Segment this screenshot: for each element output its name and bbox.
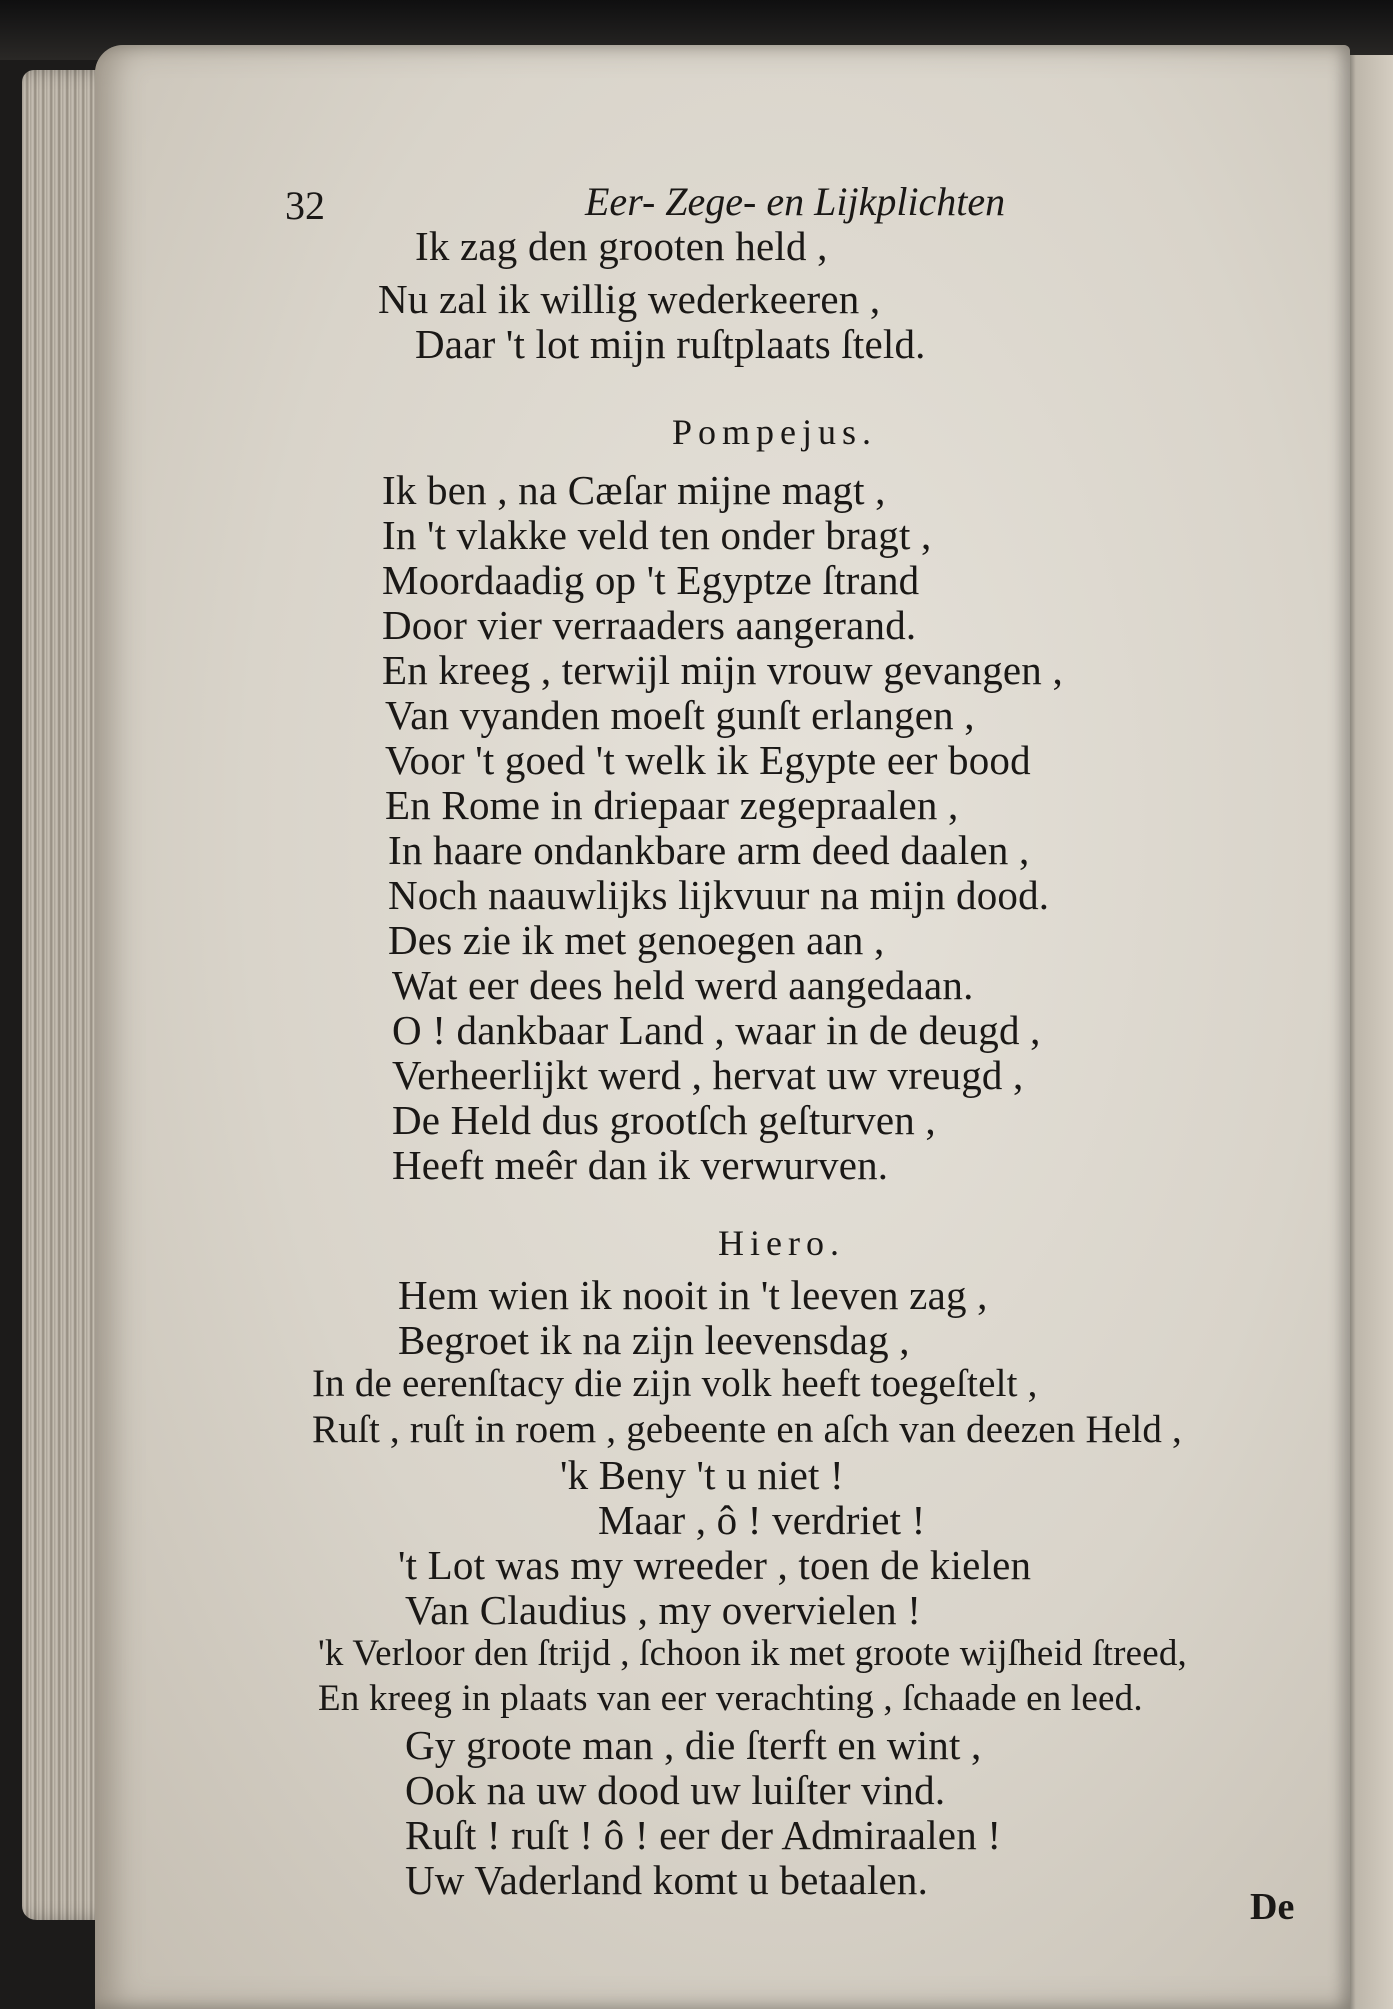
- verse-line: Moordaadig op 't Egyptze ſtrand: [382, 557, 920, 603]
- verse-line: Verheerlijkt werd , hervat uw vreugd ,: [392, 1052, 1024, 1098]
- verse-line: Voor 't goed 't welk ik Egypte eer bood: [385, 737, 1031, 783]
- verse-line: Nu zal ik willig wederkeeren ,: [378, 276, 881, 322]
- verse-line: Ik zag den grooten held ,: [415, 223, 828, 269]
- verse-line: Wat eer dees held werd aangedaan.: [392, 962, 974, 1008]
- speaker-heading: Hiero.: [718, 1223, 845, 1263]
- verse-line: Heeft meêr dan ik verwurven.: [392, 1142, 889, 1188]
- verse-line: Gy groote man , die ſterft en wint ,: [405, 1722, 982, 1768]
- verse-line: Ruſt ! ruſt ! ô ! eer der Admiraalen !: [405, 1812, 1002, 1858]
- verse-line: Begroet ik na zijn leevensdag ,: [398, 1317, 910, 1363]
- running-title: Eer- Zege- en Lijkplichten: [585, 179, 1006, 224]
- verse-line: Ook na uw dood uw luiſter vind.: [405, 1767, 946, 1813]
- catchword: De: [1250, 1886, 1295, 1928]
- verse-line: Ruſt , ruſt in roem , gebeente en aſch van deezen Held ,: [312, 1408, 1182, 1451]
- verse-line: In de eerenſtacy die zijn volk heeft toegeſtelt ,: [312, 1362, 1038, 1405]
- verse-line: Hem wien ik nooit in 't leeven zag ,: [398, 1272, 988, 1318]
- verse-line: Maar , ô ! verdriet !: [598, 1497, 926, 1543]
- verse-line: En Rome in driepaar zegepraalen ,: [385, 782, 959, 828]
- verse-line: In haare ondankbare arm deed daalen ,: [388, 827, 1030, 873]
- page-number: 32: [285, 183, 325, 228]
- verse-line: In 't vlakke veld ten onder bragt ,: [382, 512, 932, 558]
- verse-line: 'k Verloor den ſtrijd , ſchoon ik met groote wijſheid ſtreed,: [318, 1633, 1187, 1674]
- verse-line: 'k Beny 't u niet !: [560, 1452, 844, 1498]
- verse-line: Door vier verraaders aangerand.: [382, 602, 917, 648]
- verse-line: 't Lot was my wreeder , toen de kielen: [398, 1542, 1032, 1588]
- verse-line: Daar 't lot mijn ruſtplaats ſteld.: [415, 321, 926, 367]
- verse-line: O ! dankbaar Land , waar in de deugd ,: [392, 1007, 1041, 1053]
- verse-line: Ik ben , na Cæſar mijne magt ,: [382, 467, 886, 513]
- verse-line: De Held dus grootſch geſturven ,: [392, 1097, 936, 1143]
- verse-line: Van Claudius , my overvielen !: [405, 1587, 922, 1633]
- verse-line: Noch naauwlijks lijkvuur na mijn dood.: [388, 872, 1050, 918]
- speaker-heading: Pompejus.: [672, 412, 878, 452]
- verse-line: Van vyanden moeſt gunſt erlangen ,: [385, 692, 975, 738]
- verse-line: Des zie ik met genoegen aan ,: [388, 917, 885, 963]
- verse-line: En kreeg , terwijl mijn vrouw gevangen ,: [382, 647, 1063, 693]
- verse-line: En kreeg in plaats van eer verachting , ſchaade en leed.: [318, 1678, 1143, 1719]
- verse-line: Uw Vaderland komt u betaalen.: [405, 1857, 929, 1903]
